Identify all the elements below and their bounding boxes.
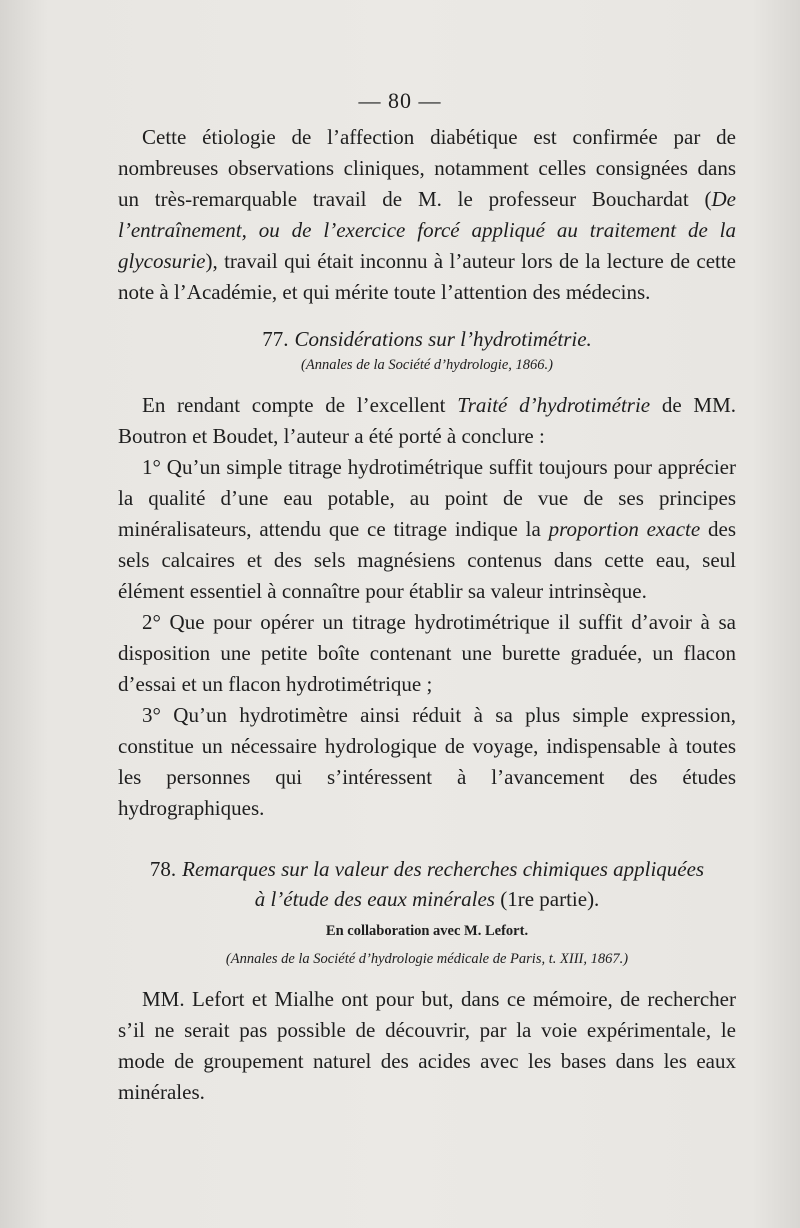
conclusion-item-2: 2° Que pour opérer un titrage hydrotimétrique il suffit d’avoir à sa disposition une petite boîte contenant une burette graduée, un flacon d’essai et un flacon hydrotimétrique ; — [118, 610, 736, 696]
section-77-source: (Annales de la Société d’hydrologie, 1866.) — [301, 357, 553, 373]
paragraph-text: des sels calcaires et des sels magnésiens contenus dans cette eau, seul élément essentiel à connaître pour établir sa valeur intrinsèque. — [118, 517, 736, 603]
page-body — [118, 122, 736, 1108]
section-78-title-line-1 — [118, 854, 736, 884]
section-part: (1re partie). — [494, 887, 600, 911]
section-title: Considérations sur l’hydrotimétrie. — [294, 327, 592, 351]
conclusion-item-1 — [118, 452, 736, 607]
section-title: Remarques sur la valeur des recherches chimiques appliquées — [182, 857, 705, 881]
conclusion-item-3: 3° Qu’un hydrotimètre ainsi réduit à sa plus simple expression, constitue un nécessaire hydrologique de voyage, indispensable à toutes les personnes qui s’intéressent à l’avancement des études hydrographiques. — [118, 703, 736, 820]
paragraph-bouchardat — [118, 122, 736, 308]
section-77-heading — [118, 324, 736, 354]
section-number: 78. — [149, 857, 177, 881]
emphasis-text: proportion exacte — [548, 517, 701, 541]
paragraph-text: 1° Qu’un simple titrage hydrotimétrique suffit toujours pour apprécier la qualité d’une eau potable, au point de vue de ses principes minéralisateurs, attendu que ce titrage indique la — [118, 455, 736, 541]
page-number: — 80 — — [358, 88, 442, 113]
paragraph-text: Cette étiologie de l’affection diabétique est confirmée par de nombreuses observations cliniques, notamment celles consignées dans un très-remarquable travail de M. le professeur Bouchardat ( — [118, 125, 736, 211]
section-number: 77. — [262, 327, 289, 351]
section-78-source: (Annales de la Société d’hydrologie médicale de Paris, t. XIII, 1867.) — [225, 951, 629, 967]
paragraph-text: ), travail qui était inconnu à l’auteur lors de la lecture de cette note à l’Académie, et qui mérite toute l’attention des médecins. — [118, 249, 736, 304]
cited-work-title: De l’entraînement, ou de l’exercice forcé appliqué au traitement de la glycosurie — [118, 187, 736, 273]
paragraph-text: de MM. Boutron et Boudet, l’auteur a été porté à conclure : — [118, 393, 736, 448]
section-title-cont: à l’étude des eaux minérales — [254, 887, 495, 911]
paragraph-boutron — [118, 390, 736, 452]
paragraph-lefort-mialhe: MM. Lefort et Mialhe ont pour but, dans ce mémoire, de rechercher s’il ne serait pas possible de découvrir, par la voie expérimentale, le mode de groupement naturel des acides avec les bases dans les eaux minérales. — [118, 987, 736, 1104]
section-78-title-line-2 — [118, 884, 736, 914]
section-78-heading — [118, 854, 736, 914]
paragraph-text: En rendant compte de l’excellent — [142, 393, 458, 417]
collaboration-note: En collaboration avec M. Lefort. — [325, 923, 529, 939]
cited-work-title: Traité d’hydrotimétrie — [457, 393, 651, 417]
